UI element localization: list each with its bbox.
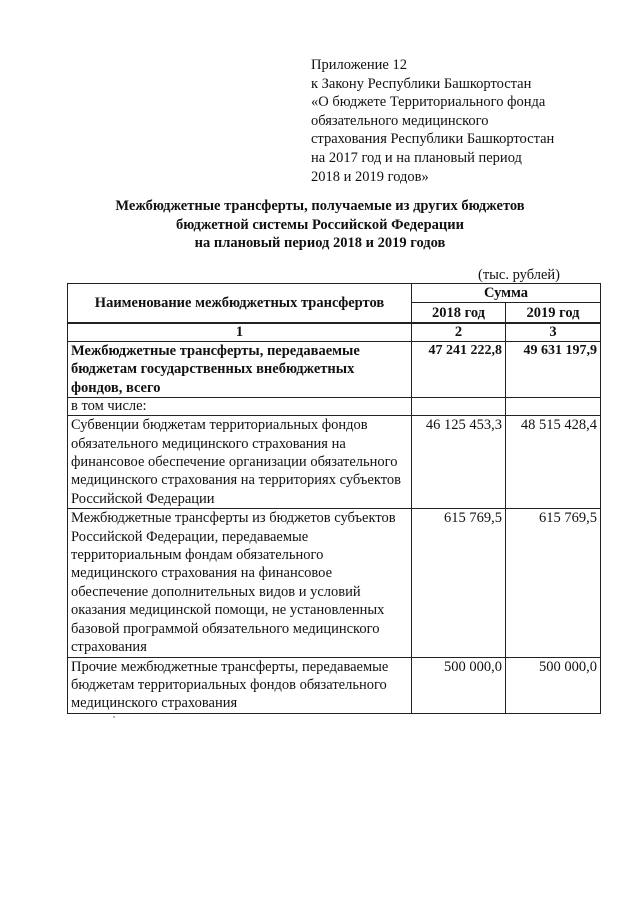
header-name: Наименование межбюджетных трансфертов — [68, 284, 412, 324]
appendix-line: 2018 и 2019 годов» — [311, 168, 429, 185]
row-name: Субвенции бюджетам территориальных фондов обязательного медицинского страхования на финансовое обеспечение организации обязательного медицинского страхования на территориях субъектов Российской Федерации — [68, 416, 412, 509]
row-value-2018: 500 000,0 — [412, 657, 506, 713]
appendix-line: на 2017 год и на плановый период — [311, 149, 522, 166]
table-row — [68, 342, 601, 398]
units-label: (тыс. рублей) — [478, 267, 560, 283]
appendix-line: Приложение 12 — [311, 57, 407, 73]
table-row — [68, 398, 601, 416]
row-value-2018: 47 241 222,8 — [412, 342, 506, 398]
title-line: бюджетной системы Российской Федерации — [176, 216, 464, 233]
row-name: Межбюджетные трансферты из бюджетов субъектов Российской Федерации, передаваемые территориальным фондам обязательного медицинского страхования на финансовое обеспечение дополнительных видов и условий оказания медицинской помощи, не установленных базовой программой обязательного медицинского страхования — [68, 509, 412, 657]
appendix-line: «О бюджете Территориального фонда — [311, 94, 546, 111]
scan-speck — [113, 716, 115, 718]
row-value-2018: 46 125 453,3 — [412, 416, 506, 509]
table-row — [68, 509, 601, 657]
table-header-row — [68, 284, 601, 303]
header-year-2019: 2019 год — [506, 303, 601, 323]
header-year-2018: 2018 год — [412, 303, 506, 323]
row-name: Прочие межбюджетные трансферты, передаваемые бюджетам территориальных фондов обязательного медицинского страхования — [68, 657, 412, 713]
row-value-2019 — [506, 398, 601, 416]
title-line: Межбюджетные трансферты, получаемые из других бюджетов — [115, 198, 525, 214]
appendix-line: к Закону Республики Башкортостан — [311, 75, 532, 92]
appendix-line: страхования Республики Башкортостан — [311, 131, 555, 148]
row-value-2018 — [412, 398, 506, 416]
row-name: Межбюджетные трансферты, передаваемые бюджетам государственных внебюджетных фондов, всего — [68, 342, 412, 398]
header-sum: Сумма — [412, 284, 601, 303]
row-value-2019: 615 769,5 — [506, 509, 601, 657]
title-line: на плановый период 2018 и 2019 годов — [194, 235, 446, 252]
column-number: 2 — [412, 323, 506, 342]
appendix-reference — [311, 56, 611, 186]
column-number-row — [68, 323, 601, 342]
row-value-2018: 615 769,5 — [412, 509, 506, 657]
appendix-line: обязательного медицинского — [311, 112, 489, 129]
row-value-2019: 48 515 428,4 — [506, 416, 601, 509]
transfers-table — [67, 283, 601, 714]
row-value-2019: 500 000,0 — [506, 657, 601, 713]
column-number: 1 — [68, 323, 412, 342]
table-row — [68, 657, 601, 713]
table-row — [68, 416, 601, 509]
column-number: 3 — [506, 323, 601, 342]
row-value-2019: 49 631 197,9 — [506, 342, 601, 398]
document-title — [70, 197, 570, 253]
row-name: в том числе: — [68, 398, 412, 416]
